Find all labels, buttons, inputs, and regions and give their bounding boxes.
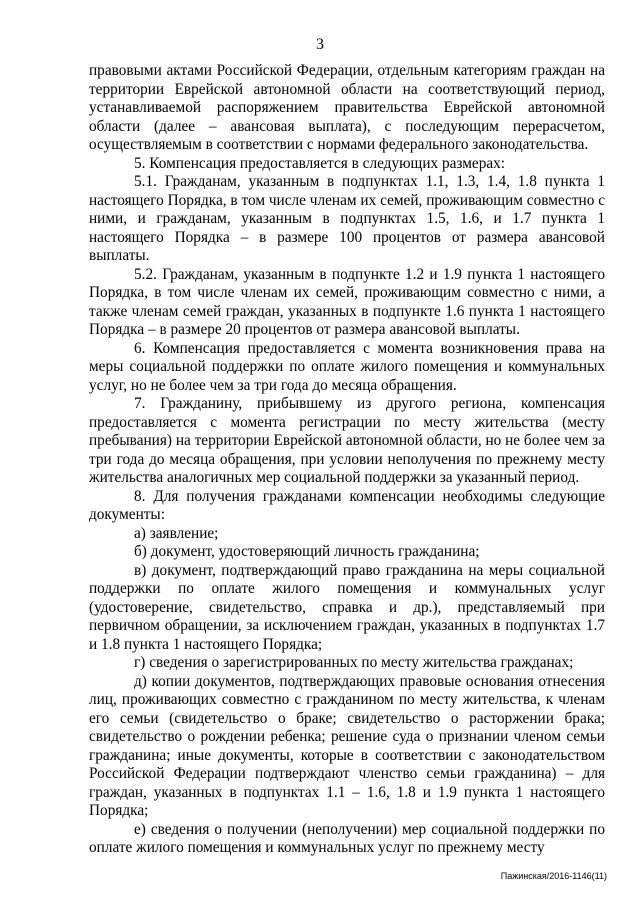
paragraph-clause-5-2: 5.2. Гражданам, указанным в подпункте 1.2 и 1.9 пункта 1 настоящего Порядка, в том числе членам их семей, проживающим совместно с ними, а также членам семей граждан, указанных в подпункте 1.6 пункта 1 настоящего Порядка – в размере 20 процентов от размера авансовой выплаты. (89, 265, 605, 338)
paragraph-clause-5-1: 5.1. Гражданам, указанным в подпунктах 1.1, 1.3, 1.4, 1.8 пункта 1 настоящего Порядка, в том числе членам их семей, проживающим совместно с ними, и гражданам, указанным в подпунктах 1.5, 1.6, и 1.7 пункта 1 настоящего Порядка – в размере 100 процентов от размера авансовой выплаты. (89, 173, 605, 264)
paragraph-clause-6: 6. Компенсация предоставляется с момента возникновения права на меры социальной поддержки по оплате жилого помещения и коммунальных услуг, но не более чем за три года до месяца обращения. (89, 339, 605, 394)
list-item-e: е) сведения о получении (неполучении) мер социальной поддержки по оплате жилого помещения и коммунальных услуг по прежнему месту (89, 820, 605, 856)
paragraph-continuation: правовыми актами Российской Федерации, отдельным категориям граждан на территории Еврейской автономной области на соответствующий период, устанавливаемой распоряжением правительства Еврейской автономной области (далее – авансовая выплата), с последующим перерасчетом, осуществляемым в соответствии с нормами федерального законодательства. (89, 62, 605, 153)
list-item-a: а) заявление; (134, 524, 219, 542)
list-item-g: г) сведения о зарегистрированных по месту жительства гражданах; (134, 654, 574, 671)
page-number: 3 (316, 36, 324, 53)
paragraph-clause-7: 7. Гражданину, прибывшему из другого региона, компенсация предоставляется с момента регистрации по месту жительства (месту пребывания) на территории Еврейской автономной области, но не более чем за три года до месяца обращения, при условии неполучения по прежнему месту жительства аналогичных мер социальной поддержки за указанный период. (89, 395, 606, 486)
document-body (89, 62, 605, 858)
paragraph-clause-5: 5. Компенсация предоставляется в следующих размерах: (134, 154, 506, 172)
list-item-b: б) документ, удостоверяющий личность гражданина; (134, 543, 480, 560)
paragraph-clause-8: 8. Для получения гражданами компенсации необходимы следующие документы: (89, 487, 605, 523)
document-footer-code: Пажинская/2016-1146(11) (500, 871, 607, 881)
list-item-v: в) документ, подтверждающий право гражданина на меры социальной поддержки по оплате жилого помещения и коммунальных услуг (удостоверение, свидетельство, справка и др.), представляемый при первичном обращении, за исключением граждан, указанных в подпунктах 1.7 и 1.8 пункта 1 настоящего Порядка; (89, 561, 605, 653)
list-item-d: д) копии документов, подтверждающих правовые основания отнесения лиц, проживающих совместно с гражданином по месту жительства, к членам его семьи (свидетельство о браке; свидетельство о расторжении брака; свидетельство о рождении ребенка; решение суда о признании членом семьи гражданина; иные документы, которые в соответствии с законодательством Российской Федерации подтверждают членство семьи гражданина) – для граждан, указанных в подпунктах 1.1 – 1.6, 1.8 и 1.9 пункта 1 настоящего Порядка; (89, 672, 605, 819)
